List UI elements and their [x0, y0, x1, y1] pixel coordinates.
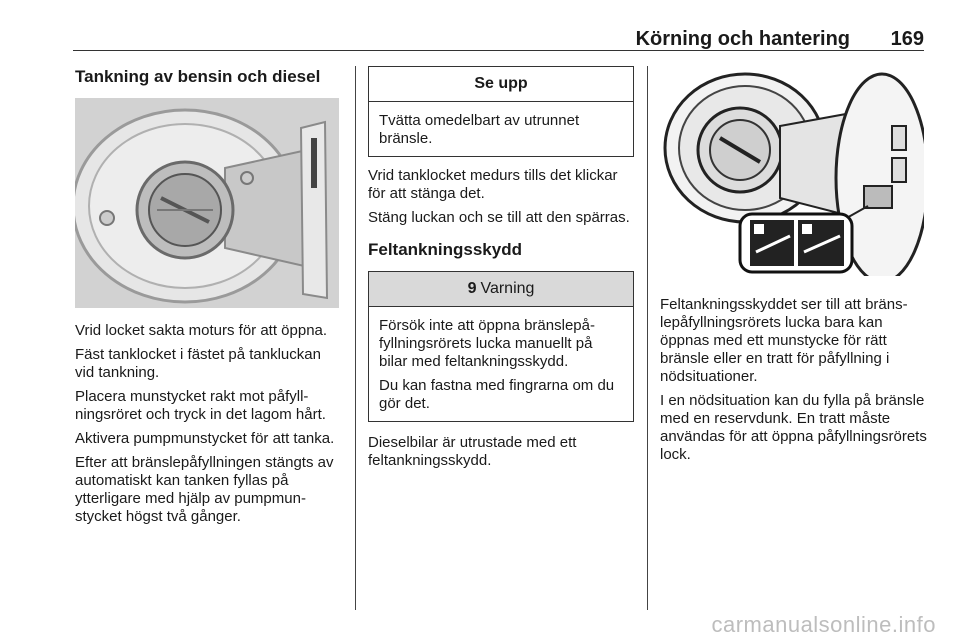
- paragraph: Efter att bränslepåfyllningen stängts av automatiskt kan tanken fyllas på ytterligare med hjälp av pumpmunstycket högst två gånger.: [75, 454, 334, 525]
- paragraph: Placera munstycket rakt mot påfyllningsröret och tryck in det lagom hårt.: [75, 388, 326, 423]
- page-number: 169: [890, 28, 924, 50]
- caution-title: Se upp: [369, 67, 633, 102]
- paragraph: Aktivera pumpmunstycket för att tanka.: [75, 430, 335, 447]
- caution-text: Tvätta omedelbart av utrunnet bränsle.: [379, 112, 580, 147]
- paragraph: Vrid locket sakta moturs för att öppna.: [75, 322, 328, 339]
- fuel-cap-drawing: [75, 98, 339, 308]
- column-1: [75, 64, 343, 532]
- section-heading: Tankning av bensin och diesel: [75, 67, 321, 86]
- column-2: [368, 64, 634, 476]
- footer-watermark: carmanualsonline.info: [711, 612, 936, 637]
- column-divider: [647, 66, 648, 610]
- header-rule: [73, 50, 924, 51]
- warning-text: Försök inte att öppna bränslepåfyllningsrörets lucka manuellt på bilar med feltankningsskydd.: [379, 317, 595, 370]
- paragraph: Dieselbilar är utrustade med ett feltankningsskydd.: [368, 434, 577, 469]
- caution-box: [368, 66, 634, 157]
- misfuel-drawing: [660, 66, 924, 276]
- warning-title: Varning: [480, 280, 535, 297]
- misfuel-protection-illustration: [660, 66, 924, 276]
- column-divider: [355, 66, 356, 610]
- paragraph: Vrid tanklocket medurs tills det klickar för att stänga det.: [368, 167, 618, 202]
- paragraph: Feltankningsskyddet ser till att bränslepåfyllningsrörets lucka bara kan öppnas med ett munstycke för rätt bränsle eller en tratt för påfyllning i nödsituationer.: [660, 296, 908, 385]
- warning-icon: 9: [467, 280, 477, 297]
- header-title: Körning och hantering: [635, 28, 850, 50]
- column-3: [660, 64, 928, 470]
- section-heading: Feltankningsskydd: [368, 240, 522, 259]
- paragraph: Fäst tanklocket i fästet på tankluckan vid tankning.: [75, 346, 321, 381]
- paragraph: Stäng luckan och se till att den spärras.: [368, 209, 630, 226]
- warning-text: Du kan fastna med fingrarna om du gör det.: [379, 377, 615, 412]
- warning-header: [369, 272, 633, 307]
- fuel-cap-illustration: [75, 98, 339, 308]
- warning-box: [368, 271, 634, 422]
- paragraph: I en nödsituation kan du fylla på bränsle med en reservdunk. En tratt måste användas för att öppna påfyllningsrörets lock.: [660, 392, 927, 463]
